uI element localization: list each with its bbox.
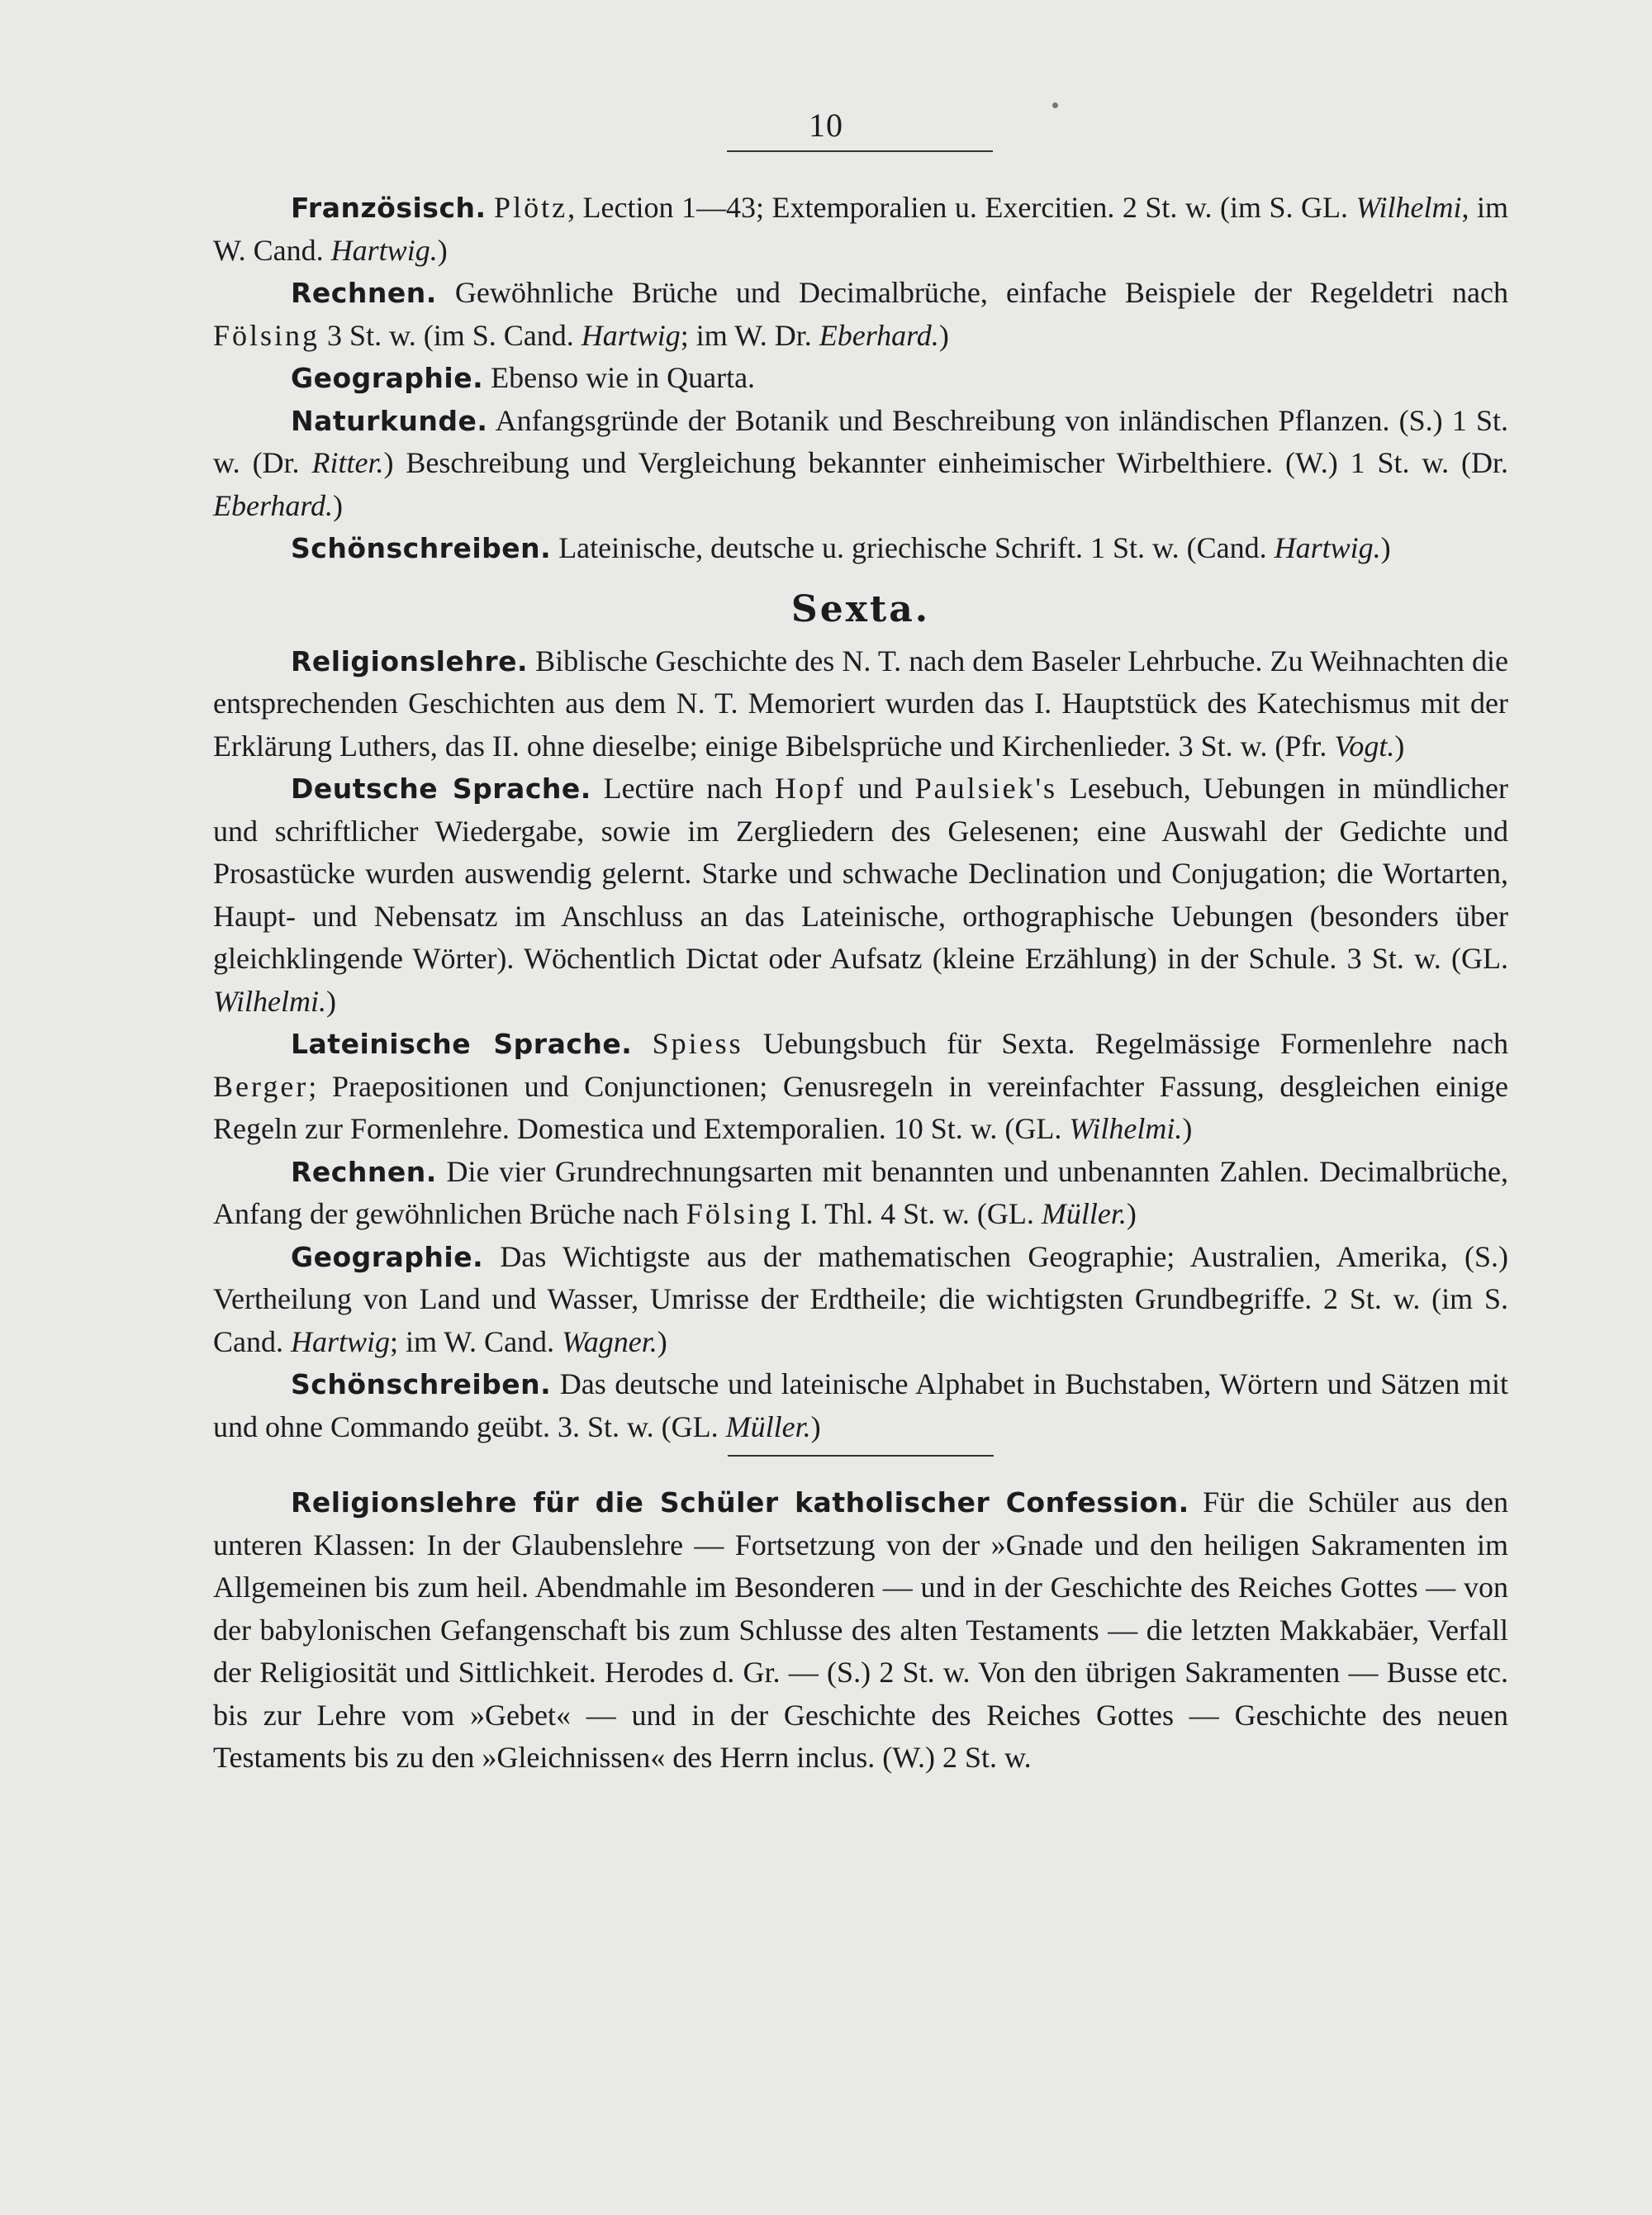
subject-heading: Schönschreiben. — [291, 1368, 552, 1400]
teacher-name: Müller. — [725, 1409, 811, 1443]
paragraph-text: ; im W. Cand. — [390, 1324, 563, 1358]
subject-heading: Geographie. — [291, 1240, 484, 1273]
paragraph-text: , Lection 1—43; Extemporalien u. Exercitien. 2 St. w. (im S. GL. — [567, 191, 1356, 224]
subject-heading: Rechnen. — [291, 277, 437, 309]
subject-paragraph — [213, 1363, 1508, 1448]
teacher-name: Wilhelmi — [1355, 191, 1462, 224]
section-heading: Sexta. — [790, 587, 931, 630]
subject-paragraph — [213, 357, 1508, 400]
subject-heading: Naturkunde. — [291, 404, 488, 437]
teacher-name: Müller. — [1041, 1197, 1127, 1230]
teacher-name: Vogt. — [1334, 729, 1395, 763]
author-name: Plötz — [494, 191, 568, 224]
paragraph-text: 3 St. w. (im S. Cand. — [320, 318, 582, 352]
subject-heading: Religionslehre. — [291, 644, 529, 677]
teacher-name: Ritter. — [311, 446, 384, 479]
paragraph-text: Die vier Grundrechnungsarten mit benannten und unbenannten Zahlen. Decimalbrüche, Anfang der gewöhnlichen Brüche nach — [213, 1154, 1508, 1230]
subject-heading: Lateinische Sprache. — [291, 1028, 633, 1060]
subject-heading: Französisch. — [291, 192, 487, 224]
teacher-name: Hartwig. — [330, 233, 438, 267]
paragraph-text: ) — [810, 1409, 821, 1443]
paragraph-text: ) — [938, 318, 949, 352]
subject-heading: Geographie. — [291, 362, 484, 394]
catholic-section — [213, 1481, 1508, 1780]
paragraph-text: ) — [1380, 531, 1391, 564]
author-name: Fölsing — [213, 318, 320, 352]
teacher-name: Hartwig. — [1274, 531, 1381, 564]
paragraph-text: ) — [1126, 1197, 1137, 1230]
subject-heading: Religionslehre für die Schüler katholischer Confession. — [291, 1486, 1189, 1519]
section-divider — [728, 1455, 994, 1457]
teacher-name: Eberhard. — [213, 488, 334, 522]
subject-paragraph — [213, 527, 1508, 570]
paragraph-text: ; im W. Dr. — [680, 318, 819, 352]
paragraph-text: , im W. Cand. — [213, 191, 1508, 267]
paragraph-text: Das deutsche und lateinische Alphabet in Buchstaben, Wörtern und Sätzen mit und ohne Commando geübt. 3. St. w. (GL. — [213, 1367, 1508, 1443]
paragraph-text: ) — [657, 1324, 667, 1358]
teacher-name: Wilhelmi. — [1069, 1112, 1183, 1145]
upper-section — [213, 187, 1508, 570]
subject-paragraph — [213, 640, 1508, 768]
subject-paragraph — [213, 272, 1508, 357]
paragraph-text: Für die Schüler aus den unteren Klassen: In der Glaubenslehre — Fortsetzung von der »Gnade und den heiligen Sakramenten im Allgemeinen bis zum heil. Abendmahle im Besonderen — und in der Geschichte des Reiches Gottes — von der babylonischen Gefangenschaft bis zum Schlusse des alten Testaments — die letzten Makkabäer, Verfall der Religiosität und Sittlichkeit. Herodes d. Gr. — (S.) 2 St. w. Von den übrigen Sakramenten — Busse etc. bis zur Lehre vom »Gebet« — und in der Geschichte des Reiches Gottes — Geschichte des neuen Testaments bis zu den »Gleichnissen« des Herrn inclus. (W.) 2 St. w. — [213, 1485, 1508, 1774]
paragraph-text: und — [846, 772, 915, 805]
paragraph-text — [487, 191, 495, 224]
sexta-section — [213, 640, 1508, 1449]
paragraph-text: ) — [1182, 1112, 1193, 1145]
paragraph-text: I. Thl. 4 St. w. (GL. — [792, 1197, 1042, 1230]
page-number: 10 — [809, 107, 843, 144]
paragraph-text: Ebenso wie in Quarta. — [483, 361, 756, 394]
page-header — [0, 106, 1652, 145]
author-name: Berger — [213, 1069, 309, 1103]
paragraph-text — [632, 1027, 652, 1060]
subject-heading: Schönschreiben. — [291, 532, 552, 564]
paragraph-text: ) — [333, 488, 344, 522]
teacher-name: Eberhard. — [819, 318, 939, 352]
author-name: Hopf — [775, 772, 846, 805]
subject-heading: Deutsche Sprache. — [291, 772, 591, 805]
subject-paragraph — [213, 768, 1508, 1023]
teacher-name: Hartwig — [291, 1324, 391, 1358]
subject-paragraph — [213, 1236, 1508, 1364]
paragraph-text: Lateinische, deutsche u. griechische Schrift. 1 St. w. (Cand. — [551, 531, 1275, 564]
header-rule — [727, 150, 993, 152]
paragraph-text: Lectüre nach — [591, 772, 775, 805]
paragraph-text: Biblische Geschichte des N. T. nach dem Baseler Lehrbuche. Zu Weihnachten die entsprechenden Geschichten aus dem N. T. Memoriert wurden das I. Hauptstück des Katechismus mit der Erklärung Luthers, das II. ohne dieselbe; einige Bibelsprüche und Kirchenlieder. 3 St. w. (Pfr. — [213, 644, 1508, 763]
paragraph-text: ; Praepositionen und Conjunctionen; Genusregeln in vereinfachter Fassung, desgleichen einige Regeln zur Formenlehre. Domestica und Extemporalien. 10 St. w. (GL. — [213, 1069, 1508, 1145]
subject-paragraph — [213, 187, 1508, 272]
teacher-name: Wilhelmi. — [213, 984, 326, 1018]
paragraph-text: Uebungsbuch für Sexta. Regelmässige Formenlehre nach — [743, 1027, 1508, 1060]
paragraph-text: Anfangsgründe der Botanik und Beschreibung von inländischen Pflanzen. (S.) 1 St. w. (Dr. — [213, 403, 1508, 479]
paragraph-text: ) Beschreibung und Vergleichung bekannter einheimischer Wirbelthiere. (W.) 1 St. w. (Dr. — [383, 446, 1508, 479]
author-name: Spiess — [652, 1027, 743, 1060]
paragraph-text: Gewöhnliche Brüche und Decimalbrüche, einfache Beispiele der Regeldetri nach — [436, 276, 1508, 309]
page-body — [213, 187, 1508, 1780]
paragraph-text: Lesebuch, Uebungen in mündlicher und schriftlicher Wiedergabe, sowie im Zergliedern des Gelesenen; eine Auswahl der Gedichte und Prosastücke wurden auswendig gelernt. Starke und schwache Declination und Conjugation; die Wortarten, Haupt- und Nebensatz im Anschluss an das Lateinische, orthographische Uebungen (besonders über gleichklingende Wörter). Wöchentlich Dictat oder Aufsatz (kleine Erzählung) in der Schule. 3 St. w. (GL. — [213, 772, 1509, 975]
subject-paragraph — [213, 1481, 1508, 1780]
author-name: Fölsing — [686, 1197, 793, 1230]
subject-paragraph — [213, 1023, 1508, 1151]
paragraph-text: Das Wichtigste aus der mathematischen Geographie; Australien, Amerika, (S.) Vertheilung von Land und Wasser, Umrisse der Erdtheile; die wichtigsten Grundbegriffe. 2 St. w. (im S. Cand. — [213, 1239, 1508, 1358]
subject-paragraph — [213, 400, 1508, 528]
paragraph-text: ) — [1394, 729, 1405, 763]
paragraph-text: ) — [326, 984, 336, 1018]
subject-heading: Rechnen. — [291, 1155, 437, 1188]
teacher-name: Wagner. — [562, 1324, 657, 1358]
teacher-name: Hartwig — [581, 318, 681, 352]
author-name: Paulsiek's — [914, 772, 1058, 805]
subject-paragraph — [213, 1151, 1508, 1236]
paragraph-text: ) — [437, 233, 448, 267]
